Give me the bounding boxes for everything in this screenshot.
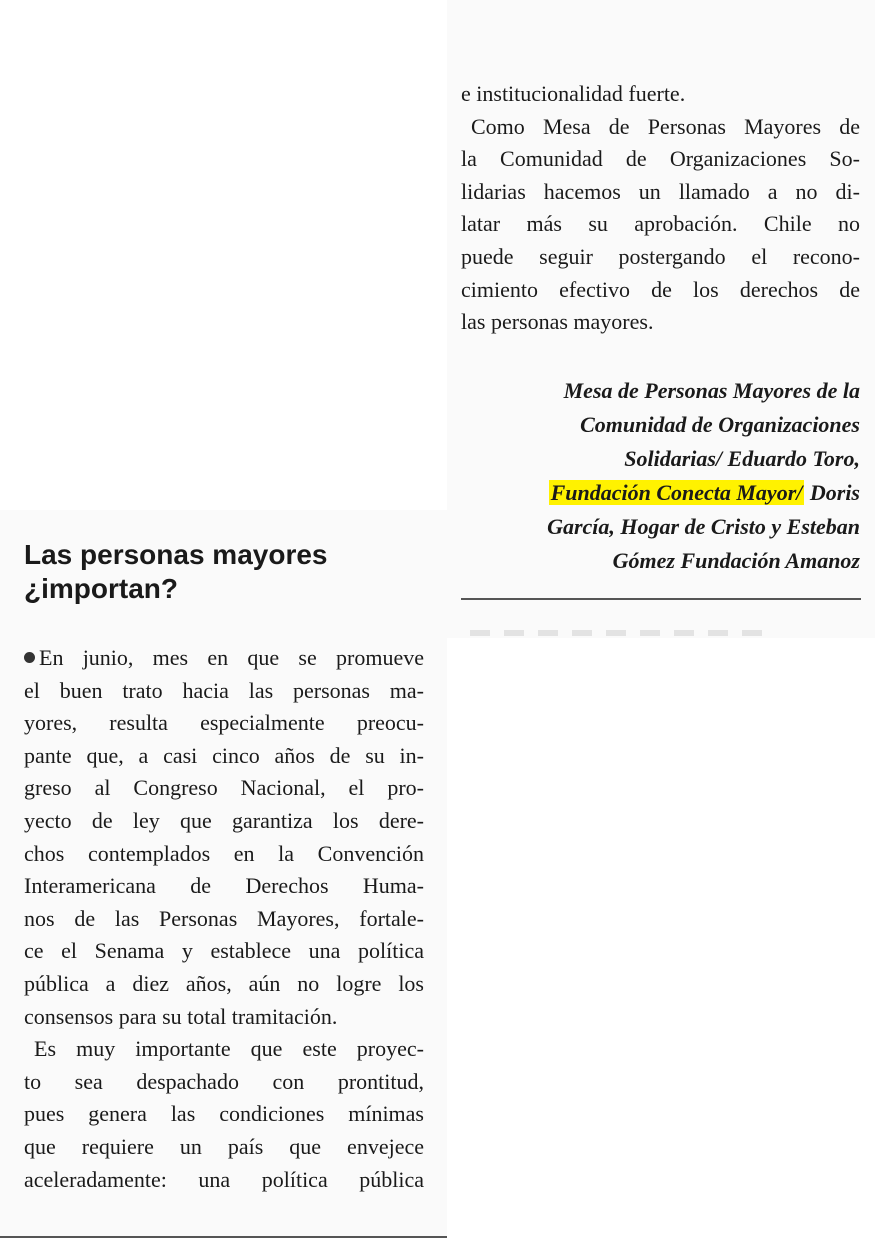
text-line: que requiere un país que envejece — [24, 1133, 424, 1159]
column-divider — [461, 598, 861, 600]
text-line: pública a diez años, aún no logre los — [24, 970, 424, 996]
letter-headline — [24, 538, 434, 606]
text-line: la Comunidad de Organizaciones So- — [461, 146, 860, 172]
letter-opening-paragraphs — [24, 642, 424, 1196]
headline-line: Las personas mayores — [24, 539, 328, 570]
headline-line: ¿importan? — [24, 573, 178, 604]
signature-fragment: Doris — [804, 480, 860, 505]
bottom-rule — [0, 1236, 447, 1238]
text-line: yores, resulta especialmente preocu- — [24, 710, 424, 736]
bullet-icon — [24, 652, 35, 663]
text-line: consensos para su total tramitación. — [24, 1003, 338, 1029]
text-line: puede seguir postergando el recono- — [461, 243, 860, 269]
faded-text-remnant — [470, 630, 770, 636]
text-line: e institucionalidad fuerte. — [461, 81, 686, 106]
text-line: chos contemplados en la Convención — [24, 840, 424, 866]
text-line: lidarias hacemos un llamado a no di- — [461, 178, 860, 204]
text-line: pues genera las condiciones mínimas — [24, 1101, 424, 1127]
text-line: nos de las Personas Mayores, fortale- — [24, 905, 424, 931]
text-line: Interamericana de Derechos Huma- — [24, 873, 424, 899]
signature-line: Comunidad de Organizaciones — [580, 412, 860, 437]
text-line: latar más su aprobación. Chile no — [461, 211, 860, 237]
signature-line: Gómez Fundación Amanoz — [612, 548, 860, 573]
text-line: Como Mesa de Personas Mayores de — [471, 113, 860, 139]
text-fragment: En junio, mes en que se promueve — [39, 645, 424, 670]
text-line: cimiento efectivo de los derechos de — [461, 276, 860, 302]
highlighted-organization: Fundación Conecta Mayor/ — [550, 480, 803, 505]
text-line: greso al Congreso Nacional, el pro- — [24, 775, 424, 801]
signature-line: García, Hogar de Cristo y Esteban — [547, 514, 860, 539]
text-line: pante que, a casi cinco años de su in- — [24, 742, 424, 768]
text-line: aceleradamente: una política pública — [24, 1166, 424, 1192]
signature-line: Mesa de Personas Mayores de la — [563, 378, 860, 403]
text-line: ce el Senama y establece una política — [24, 938, 424, 964]
text-line: el buen trato hacia las personas ma- — [24, 677, 424, 703]
signature-line: Solidarias/ Eduardo Toro, — [624, 446, 860, 471]
text-line: yecto de ley que garantiza los dere- — [24, 807, 424, 833]
signature-line — [470, 476, 860, 510]
text-line: las personas mayores. — [461, 309, 654, 335]
letter-signature — [470, 374, 860, 578]
text-line — [24, 642, 424, 675]
letter-closing-paragraph — [461, 78, 860, 339]
text-line: to sea despachado con prontitud, — [24, 1068, 424, 1094]
text-line: Es muy importante que este proyec- — [34, 1036, 424, 1062]
